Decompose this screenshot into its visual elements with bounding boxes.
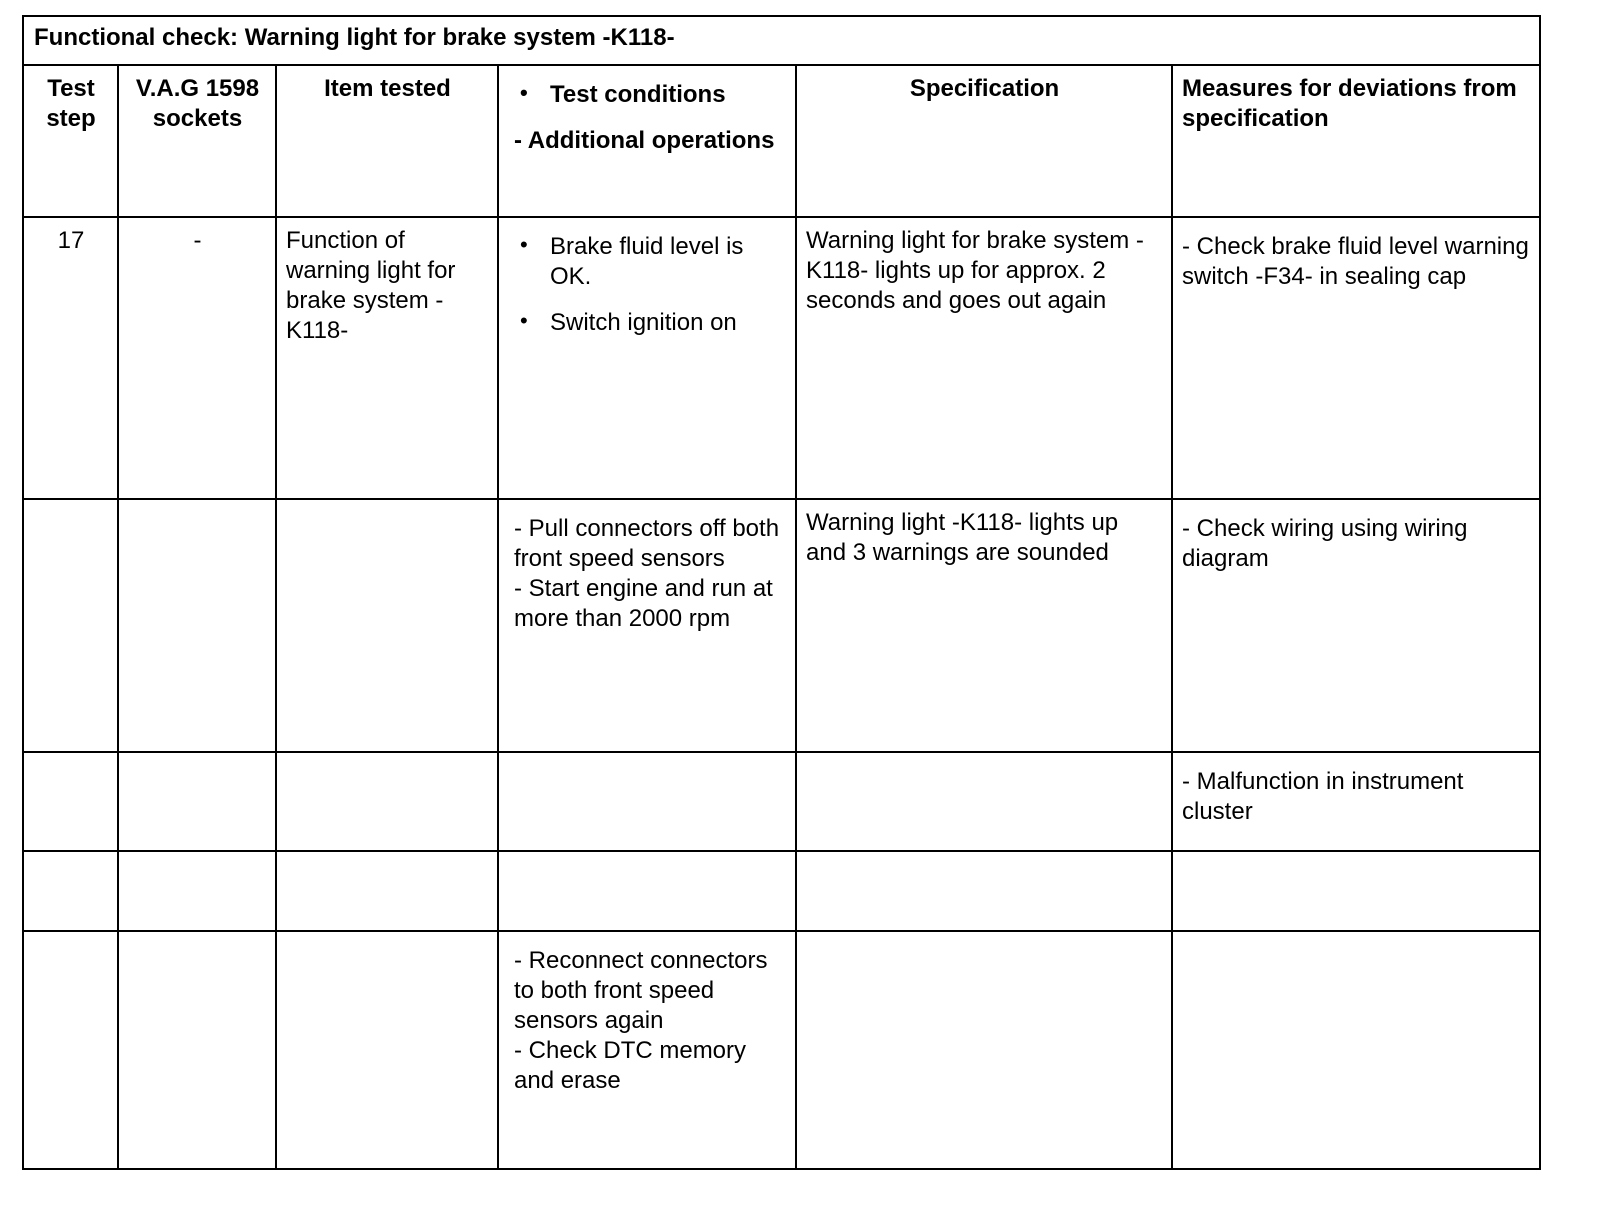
cell-empty: [23, 499, 118, 752]
table-row: [23, 931, 1540, 1169]
cell-conditions: [498, 217, 796, 499]
header-sockets: V.A.G 1598 sockets: [118, 65, 276, 217]
cell-empty: [1172, 851, 1540, 931]
header-conditions-bullet: • Test conditions: [508, 80, 787, 110]
cell-empty: [276, 931, 498, 1169]
cell-empty: [23, 931, 118, 1169]
cell-empty: [276, 752, 498, 851]
cell-empty: [118, 931, 276, 1169]
cell-empty: [1172, 931, 1540, 1169]
header-row: [23, 65, 1540, 217]
condition-bullet: • Brake fluid level is OK.: [508, 232, 787, 292]
cell-measures: [1172, 752, 1540, 851]
cell-empty: [118, 752, 276, 851]
table-row: [23, 499, 1540, 752]
cell-empty: [796, 752, 1172, 851]
cell-empty: [276, 499, 498, 752]
cell-test-step: 17: [23, 217, 118, 499]
condition-bullet: • Switch ignition on: [508, 308, 787, 338]
header-additional-operations: - Additional operations: [514, 127, 775, 154]
header-measures: Measures for deviations from specification: [1172, 65, 1540, 217]
operation-text: - Check DTC memory and erase: [514, 1037, 747, 1094]
cell-empty: [796, 931, 1172, 1169]
cell-empty: [23, 851, 118, 931]
cell-measures: [1172, 499, 1540, 752]
header-test-step: Test step: [23, 65, 118, 217]
cell-specification: Warning light -K118- lights up and 3 warnings are sounded: [796, 499, 1172, 752]
table-row: [23, 851, 1540, 931]
measures-text: - Check wiring using wiring diagram: [1182, 515, 1468, 572]
operation-text: - Pull connectors off both front speed sensors: [514, 515, 780, 572]
cell-empty: [276, 851, 498, 931]
header-item-tested: Item tested: [276, 65, 498, 217]
cell-empty: [498, 851, 796, 931]
header-test-conditions: [498, 65, 796, 217]
measures-text: - Check brake fluid level warning switch -F34- in sealing cap: [1182, 233, 1529, 290]
functional-check-table: [22, 15, 1541, 1170]
cell-operations: [498, 499, 796, 752]
measures-text: - Malfunction in instrument cluster: [1182, 768, 1464, 825]
cell-empty: [498, 752, 796, 851]
cell-empty: [796, 851, 1172, 931]
table-row: [23, 752, 1540, 851]
cell-empty: [118, 851, 276, 931]
table-row: [23, 217, 1540, 499]
table-title-row: [23, 16, 1540, 65]
cell-empty: [23, 752, 118, 851]
cell-specification: Warning light for brake system -K118- lights up for approx. 2 seconds and goes out again: [796, 217, 1172, 499]
header-specification: Specification: [796, 65, 1172, 217]
operation-text: - Start engine and run at more than 2000 rpm: [514, 575, 773, 632]
cell-item-tested: Function of warning light for brake system -K118-: [276, 217, 498, 499]
table-title: Functional check: Warning light for brake system -K118-: [23, 16, 1540, 65]
operation-text: - Reconnect connectors to both front speed sensors again: [514, 947, 768, 1034]
cell-sockets: -: [118, 217, 276, 499]
cell-measures: [1172, 217, 1540, 499]
cell-empty: [118, 499, 276, 752]
cell-operations: [498, 931, 796, 1169]
